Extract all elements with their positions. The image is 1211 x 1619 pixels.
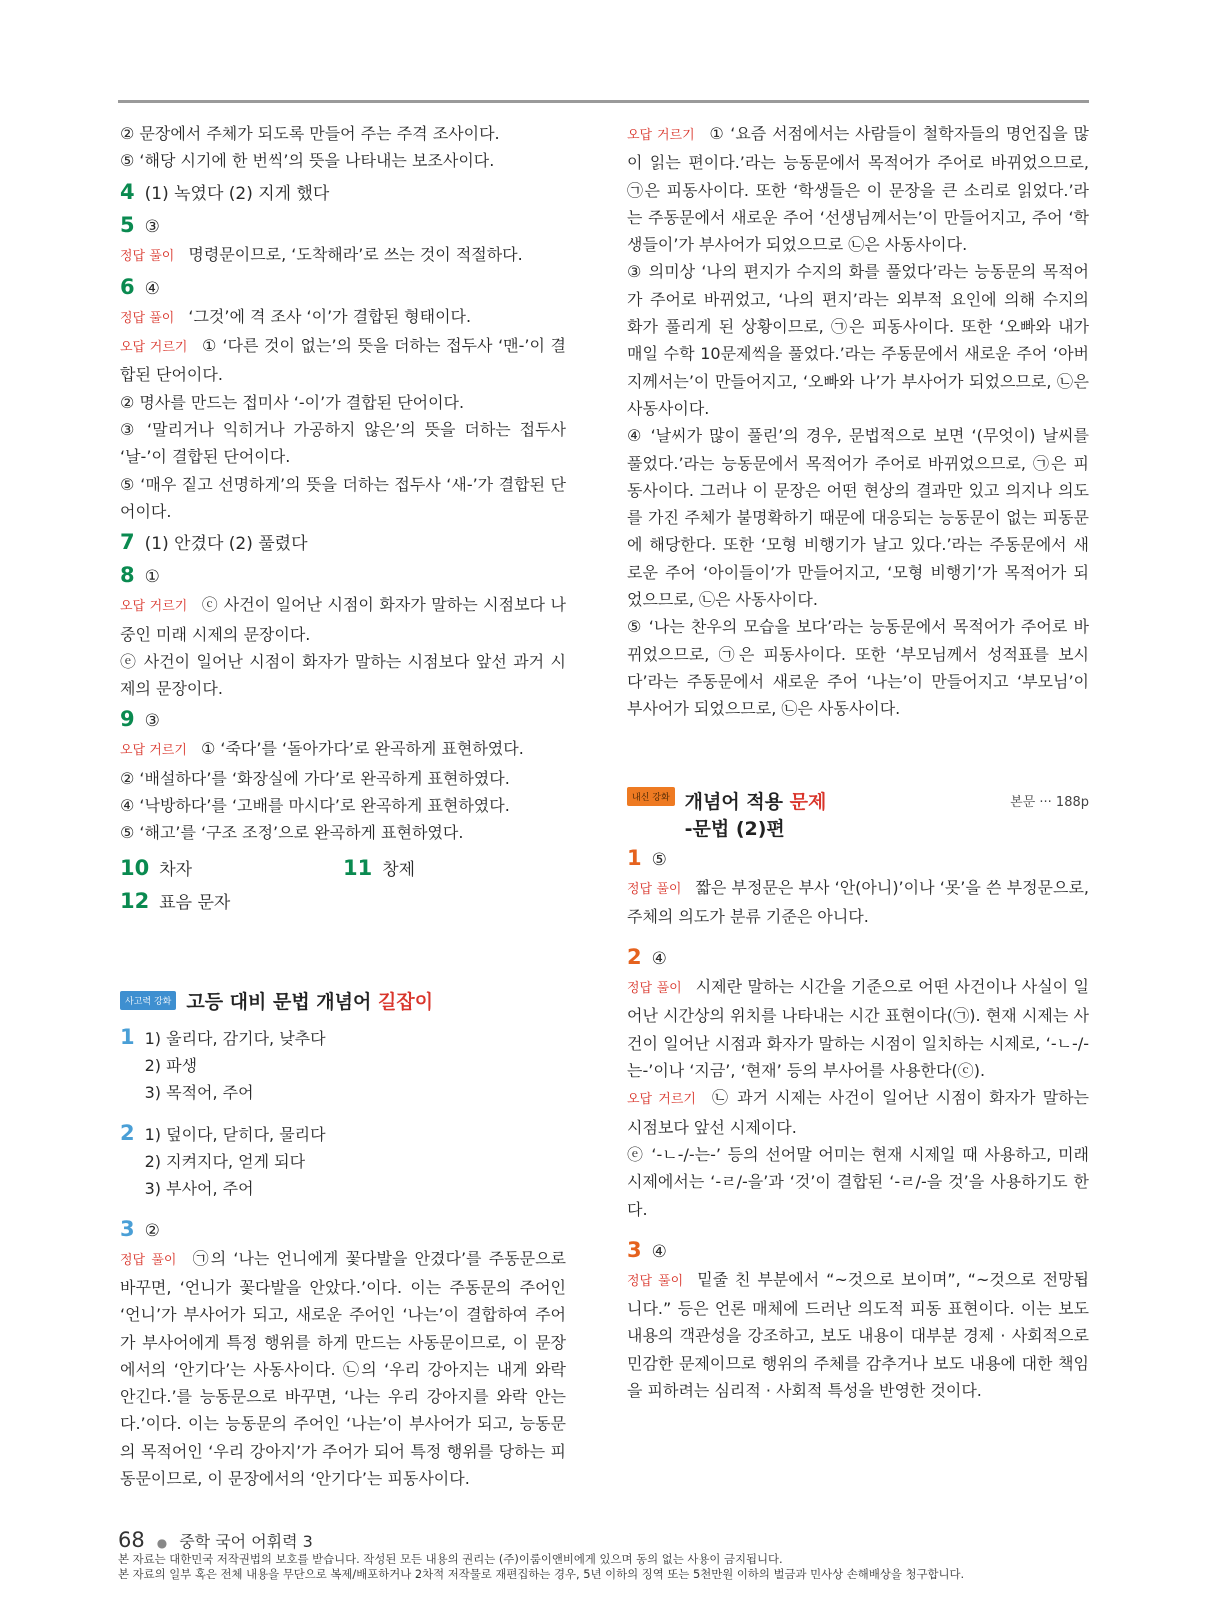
tag-wrong: 오답 거르기 (627, 128, 695, 143)
section-badge: 내신 강화 (627, 787, 675, 806)
explanation-text: 명령문이므로, ‘도착해라’로 쓰는 것이 적절하다. (188, 244, 523, 264)
tag-correct: 정답 풀이 (627, 981, 682, 997)
question-number: 4 (120, 179, 135, 204)
answer-text: (1) 녹였다 (2) 지게 했다 (144, 183, 330, 204)
explanation-line: ⑤ ‘해고’를 ‘구조 조정’으로 완곡하게 표현하였다. (120, 823, 464, 843)
answer-choice: ④ (651, 1241, 667, 1262)
tag-wrong: 오답 거르기 (627, 1092, 696, 1108)
question-number: 2 (627, 945, 642, 970)
question-number: 8 (120, 563, 135, 588)
explanation-text: ㉠의 ‘나는 언니에게 꽃다발을 안겼다’를 주동문으로 바꾸면, ‘언니가 꽃다발을 안았다.’이다. 이는 주동문의 주어인 ‘언니’가 부사어가 되고, 새로운 주어인 ‘나는’이 결합하여 주어가 부사어에게 특정 행위를 하게 만드는 사동문이므로, 이 문장에서의 ‘안기다’는 사동사이다. ㉡의 ‘우리 강아지는 내게 와락 안긴다.’를 능동문으로 바꾸면, ‘나는 우리 강아지를 와락 안는다.’이다. 이는 능동문의 주어인 ‘나는’이 부사어가 되고, 능동문의 목적어인 ‘우리 강아지’가 주어가 되어 특정 행위를 당하는 피동문이므로, 이 문장에서의 ‘안기다’는 피동사이다. (120, 1248, 566, 1489)
answer-r2 (627, 944, 1089, 973)
answer-choice: ② (144, 1220, 160, 1241)
section-heading (120, 987, 566, 1014)
question-number: 6 (120, 274, 135, 299)
answer-text: 창제 (382, 859, 416, 880)
explanation (120, 735, 566, 764)
explanation-line: ③ ‘말리거나 익히거나 가공하지 않은’의 뜻을 더하는 접두사 ‘날-’이 결합된 단어이다. (120, 420, 566, 467)
explanation (627, 874, 1089, 931)
answer-choice: ④ (144, 278, 160, 299)
tag-wrong: 오답 거르기 (120, 340, 188, 356)
explanation (627, 1266, 1089, 1404)
footer-page-line (118, 1528, 1098, 1552)
answer-6 (120, 274, 566, 303)
explanation-line: ② ‘배설하다’를 ‘화장실에 가다’로 완곡하게 표현하였다. (120, 768, 510, 788)
explanation (120, 303, 566, 332)
explanation-line: ③ 의미상 ‘나의 편지가 수지의 화를 풀었다’라는 능동문의 목적어가 주어로 바뀌었고, ‘나의 편지’라는 외부적 요인에 의해 수지의 화가 풀리게 된 상황이므로, ㉠은 피동사이다. 또한 ‘오빠와 내가 매일 수학 10문제씩을 풀었다.’라는 주동문에서 새로운 주어 ‘아버지께서는’이 만들어지고, ‘오빠와 나’가 부사어가 되었으므로, ㉡은 사동사이다. (627, 262, 1089, 418)
explanation-line: ⓔ ‘-ㄴ-/-는-’ 등의 선어말 어미는 현재 시제일 때 사용하고, 미래 시제에서는 ‘-ㄹ/-을’과 ‘것’이 결합된 ‘-ㄹ/-을 것’을 사용하기도 한다. (627, 1144, 1089, 1219)
section-badge: 사고력 강화 (120, 991, 176, 1010)
section-title (186, 987, 433, 1014)
answer-8 (120, 562, 566, 591)
explanation-text: 짧은 부정문은 부사 ‘안(아니)’이나 ‘못’을 쓴 부정문으로, 주체의 의도가 분류 기준은 아니다. (627, 877, 1089, 926)
page-number: 68 (118, 1528, 145, 1552)
explanation-line: ② 명사를 만드는 접미사 ‘-이’가 결합된 단어이다. (120, 392, 465, 412)
answer-choice: ① (144, 567, 160, 588)
intro-line: ⑤ ‘해당 시기에 한 번씩’의 뜻을 나타내는 보조사이다. (120, 151, 495, 171)
answer-choice: ③ (144, 711, 160, 732)
answer-7 (120, 529, 566, 558)
explanation-line: ④ ‘날씨가 많이 풀린’의 경우, 문법적으로 보면 ‘(무엇이) 날씨를 풀었다.’라는 능동문에서 목적어가 주어로 바뀌었으므로, ㉠은 피동사이다. 그러나 이 문장은 어떤 현상의 결과만 있고 의지나 의도를 가진 주체가 불명확하기 때문에 대응되는 능동문이 없는 피동문에 해당한다. 또한 ‘모형 비행기가 날고 있다.’라는 주동문에서 새로운 주어 ‘아이들이’가 만들어지고, ‘모형 비행기’가 목적어가 되었으므로, ㉡은 사동사이다. (627, 426, 1089, 610)
explanation-text: ㉡ 과거 시제는 사건이 일어난 시점이 화자가 말하는 시점보다 앞선 시제이다. (627, 1088, 1089, 1137)
copyright-line: 본 자료의 일부 혹은 전체 내용을 무단으로 복제/배포하거나 2차적 저작물로 재편집하는 경우, 5년 이하의 징역 또는 5천만원 이하의 벌금과 민사상 손해배상을 청구합니다. (118, 1567, 965, 1581)
explanation-line: ⑤ ‘나는 찬우의 모습을 보다’라는 능동문에서 목적어가 주어로 바뀌었으므로, ㉠은 피동사이다. 또한 ‘부모님께서 성적표를 보시다’라는 주동문에서 새로운 주어 ‘나는’이 만들어지고 ‘부모님’이 부사어가 되었으므로, ㉡은 사동사이다. (627, 617, 1089, 719)
explanation-text: ① ‘요즘 서점에서는 사람들이 철학자들의 명언집을 많이 읽는 편이다.’라는 능동문에서 목적어가 주어로 바뀌었으므로, ㉠은 피동사이다. 또한 ‘학생들은 이 문장을 큰 소리로 읽었다.’라는 주동문에서 새로운 주어 ‘선생님께서는’이 만들어지고, 주어 ‘학생들이’가 부사어가 되었으므로 ㉡은 사동사이다. (627, 124, 1089, 255)
tag-wrong: 오답 거르기 (120, 743, 187, 759)
explanation-text: ‘그것’에 격 조사 ‘이’가 결합된 형태이다. (188, 306, 472, 326)
sub-line: 3) 목적어, 주어 (144, 1082, 254, 1102)
answer-text: 표음 문자 (159, 892, 231, 913)
answer-9 (120, 706, 566, 735)
explanation-text: 밑줄 친 부분에서 “~것으로 보이며”, “~것으로 전망됩니다.” 등은 언론 매체에 드러난 의도적 피동 표현이다. 이는 보도 내용의 객관성을 강조하고, 보도 내용이 대부분 경제 · 사회적으로 민감한 문제이므로 행위의 주체를 감추거나 보도 내용에 대한 책임을 피하려는 심리적 · 사회적 특성을 반영한 것이다. (627, 1269, 1089, 1400)
question-number: 3 (627, 1237, 642, 1262)
explanation-line: ⑤ ‘매우 짙고 선명하게’의 뜻을 더하는 접두사 ‘새-’가 결합된 단어이다. (120, 474, 566, 521)
explanation-text: 시제란 말하는 시간을 기준으로 어떤 사건이나 사실이 일어난 시간상의 위치를 나타내는 시간 표현이다(㉠). 현재 시제는 사건이 일어난 시점과 화자가 말하는 시점이 일치하는 시제로, ‘-ㄴ-/-는-’이나 ‘지금’, ‘현재’ 등의 부사어를 사용한다(ⓒ). (627, 977, 1089, 1081)
sub-answer-1 (120, 1024, 566, 1106)
answer-4 (120, 179, 566, 208)
book-title: 중학 국어 어휘력 3 (179, 1532, 313, 1551)
section-title-accent: 문제 (789, 790, 827, 813)
section-title (685, 787, 827, 814)
question-number: 1 (120, 1024, 135, 1049)
answer-12 (120, 888, 566, 917)
explanation (627, 973, 1089, 1084)
page-reference: 본문 ··· 188p (1010, 794, 1089, 810)
answer-choice: ③ (144, 216, 160, 237)
sub-line: 1) 울리다, 감기다, 낮추다 (144, 1028, 326, 1048)
section-title-text: 고등 대비 문법 개념어 (186, 990, 378, 1013)
question-number: 9 (120, 707, 135, 732)
answer-text: 차자 (159, 859, 193, 880)
answer-r1 (627, 845, 1089, 874)
tag-wrong: 오답 거르기 (120, 599, 188, 615)
tag-correct: 정답 풀이 (120, 310, 175, 326)
answer-text: (1) 안겼다 (2) 풀렸다 (144, 534, 308, 555)
explanation-line: ④ ‘낙방하다’를 ‘고배를 마시다’로 완곡하게 표현하였다. (120, 796, 510, 816)
question-number: 7 (120, 530, 135, 555)
right-column (627, 120, 1089, 1404)
copyright-line: 본 자료는 대한민국 저작권법의 보호를 받습니다. 작성된 모든 내용의 권리는 (주)이룸이앤비에게 있으며 동의 없는 사용이 금지됩니다. (118, 1552, 783, 1566)
sub-line: 2) 파생 (144, 1055, 198, 1075)
question-number: 2 (120, 1120, 135, 1145)
question-number: 5 (120, 212, 135, 237)
sub-line: 3) 부사어, 주어 (144, 1178, 254, 1198)
sub-line: 1) 덮이다, 닫히다, 물리다 (144, 1124, 326, 1144)
explanation-text: ① ‘죽다’를 ‘돌아가다’로 완곡하게 표현하였다. (200, 739, 524, 759)
answer-choice: ④ (651, 949, 667, 970)
explanation (120, 241, 566, 270)
sub-answer-3 (120, 1216, 566, 1245)
explanation-text: ① ‘다른 것이 없는’의 뜻을 더하는 접두사 ‘맨-’이 결합된 단어이다. (120, 336, 566, 385)
tag-correct: 정답 풀이 (627, 1273, 684, 1289)
answer-5 (120, 212, 566, 241)
question-number: 12 (120, 888, 150, 913)
explanation (627, 120, 1089, 258)
question-number: 11 (343, 855, 373, 880)
tag-correct: 정답 풀이 (120, 1252, 177, 1268)
intro-line: ② 문장에서 주체가 되도록 만들어 주는 주격 조사이다. (120, 124, 500, 143)
section-title-accent: 길잡이 (378, 990, 434, 1013)
question-number: 10 (120, 855, 150, 880)
bullet-icon: ● (156, 1536, 168, 1550)
question-number: 3 (120, 1216, 135, 1241)
sub-line: 2) 지켜지다, 얻게 되다 (144, 1151, 306, 1171)
tag-correct: 정답 풀이 (120, 248, 175, 264)
explanation (120, 591, 566, 648)
tag-correct: 정답 풀이 (627, 881, 682, 897)
explanation-text: ⓒ 사건이 일어난 시점이 화자가 말하는 시점보다 나중인 미래 시제의 문장이다. (120, 595, 566, 644)
footer (118, 1528, 1098, 1582)
explanation (120, 1245, 566, 1493)
section-subtitle: -문법 (2)편 (684, 817, 785, 840)
explanation (627, 1084, 1089, 1141)
answer-10 (120, 855, 343, 884)
answer-r3 (627, 1237, 1089, 1266)
section-heading (627, 787, 1089, 841)
answer-choice: ⑤ (651, 849, 667, 870)
answer-11 (343, 855, 566, 884)
explanation (120, 332, 566, 389)
top-rule (118, 100, 1089, 103)
explanation-line: ⓔ 사건이 일어난 시점이 화자가 말하는 시점보다 앞선 과거 시제의 문장이다. (120, 651, 566, 699)
section-title-text: 개념어 적용 (684, 790, 790, 813)
sub-answer-2 (120, 1120, 566, 1202)
answer-pair (120, 851, 566, 884)
question-number: 1 (627, 845, 642, 870)
left-column (120, 120, 566, 1492)
